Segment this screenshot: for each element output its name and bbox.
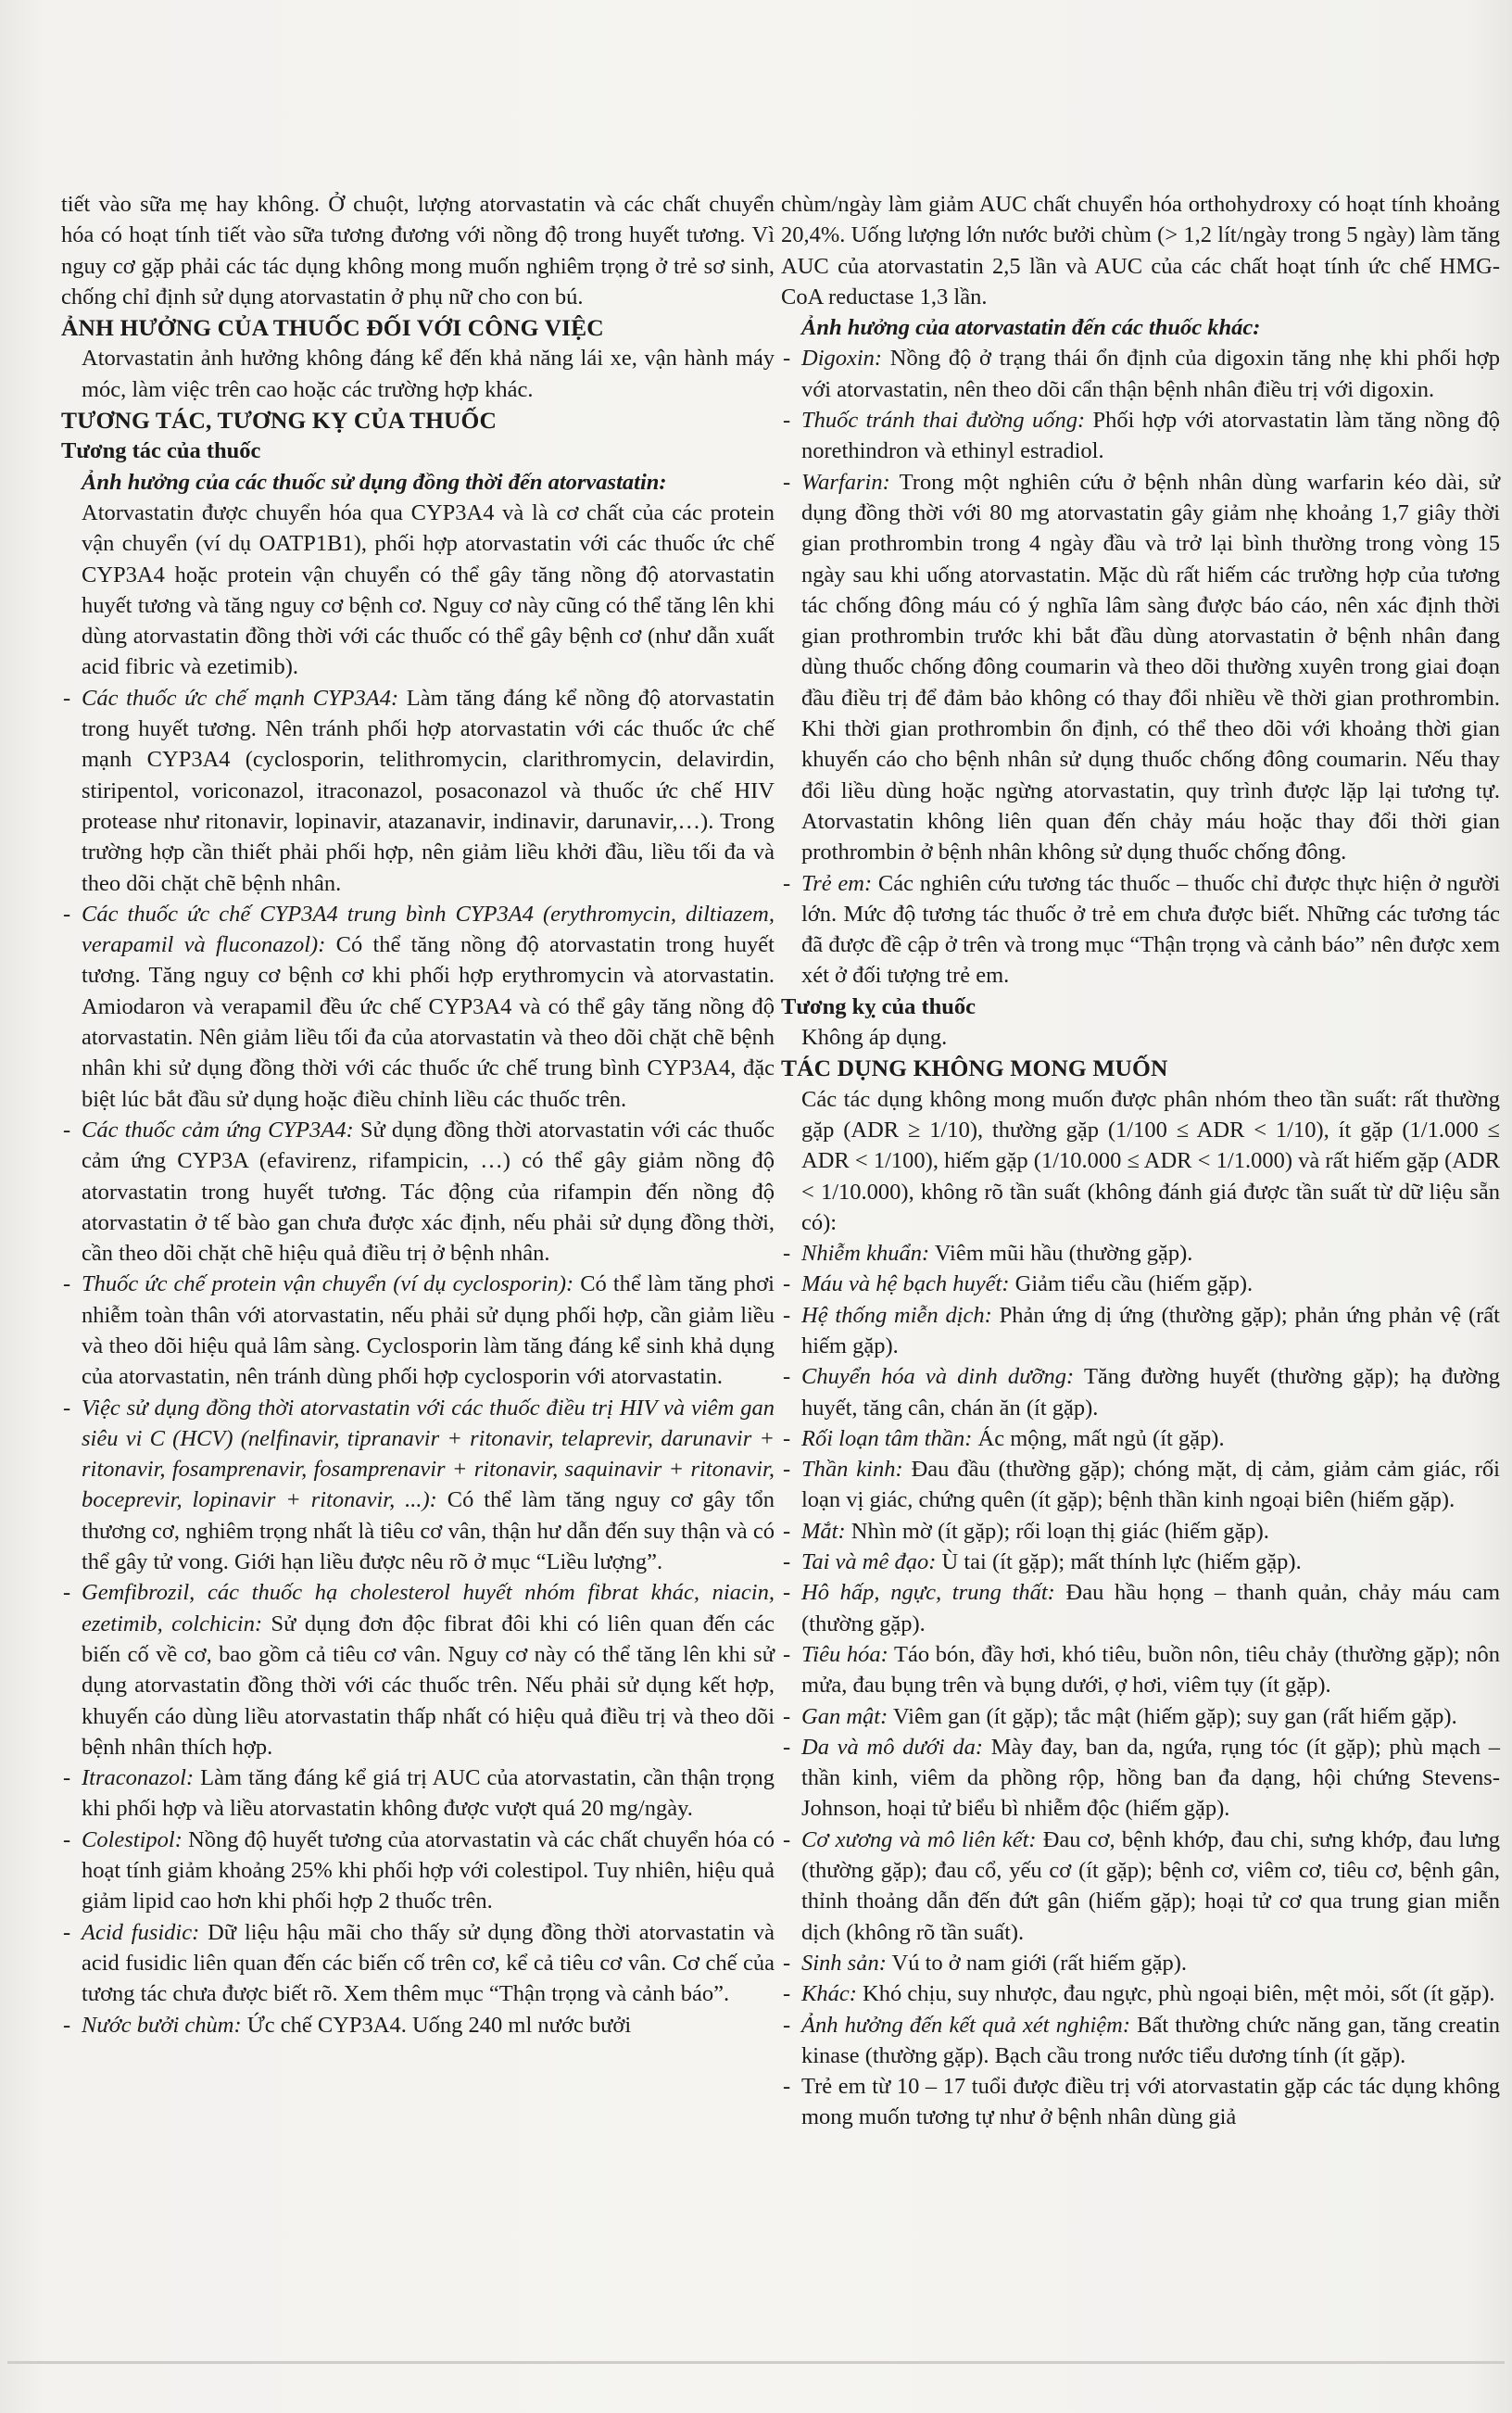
list-item (781, 868, 1500, 992)
list-item-text: Đau cơ, bệnh khớp, đau chi, sưng khớp, đau lưng (thường gặp); đau cổ, yếu cơ (ít gặp); bệnh cơ, viêm cơ, tiêu cơ, bệnh gân, thỉnh thoảng dẫn đến đứt gân (hiếm gặp); hoại tử cơ qua trung gian miễn dịch (không rõ tần suất). (801, 1826, 1500, 1945)
italic-subheading: Ảnh hưởng của atorvastatin đến các thuốc khác: (801, 315, 1261, 341)
list-item-text: Viêm mũi hầu (thường gặp). (929, 1241, 1193, 1267)
list-item-term: Máu và hệ bạch huyết: (801, 1271, 1010, 1297)
list-item (61, 2010, 775, 2040)
list-item-text: Trong một nghiên cứu ở bệnh nhân dùng warfarin kéo dài, sử dụng đồng thời với 80 mg atorvastatin gây giảm nhẹ khoảng 1,7 giây thời gian prothrombin trong 4 ngày đầu và trở lại bình thường trong vòng 15 ngày sau khi uống atorvastatin. Mặc dù rất hiếm các trường hợp của tương tác chống đông máu có ý nghĩa lâm sàng được báo cáo, nên xác định thời gian prothrombin trước khi bắt đầu dùng atorvastatin ở bệnh nhân đang dùng thuốc chống đông coumarin và theo dõi thường xuyên trong giai đoạn đầu điều trị để đảm bảo không có thay đổi nhiều về thời gian prothrombin. Khi thời gian prothrombin ổn định, có thể theo dõi với khoảng thời gian khuyến cáo cho bệnh nhân sử dụng thuốc chống đông coumarin. Nếu thay đổi liều dùng hoặc ngừng atorvastatin, quy trình được lặp lại tương tự. Atorvastatin không liên quan đến chảy máu hoặc thay đổi thời gian prothrombin ở bệnh nhân không sử dụng thuốc chống đông. (801, 469, 1500, 865)
section-heading: ẢNH HƯỞNG CỦA THUỐC ĐỐI VỚI CÔNG VIỆC (61, 314, 604, 342)
list-item-text: Nồng độ huyết tương của atorvastatin và các chất chuyển hóa có hoạt tính giảm khoảng 25% khi phối hợp với colestipol. Tuy nhiên, hiệu quả giảm lipid cao hơn khi phối hợp 2 thuốc trên. (82, 1826, 775, 1914)
list-item-text: Làm tăng đáng kể nồng độ atorvastatin trong huyết tương. Nên tránh phối hợp atorvastatin với các thuốc ức chế mạnh CYP3A4 (cyclosporin, telithromycin, clarithromycin, delavirdin, stiripentol, voriconazol, itraconazol, posaconazol và thuốc ức chế HIV protease như ritonavir, lopinavir, atazanavir, indinavir, darunavir,…). Trong trường hợp cần thiết phải phối hợp, nên giảm liều khởi đầu, liều tối đa và theo dõi chặt chẽ bệnh nhân. (82, 685, 775, 896)
list-item-term: Da và mô dưới da: (801, 1734, 984, 1760)
list-item-text: Bất thường chức năng gan, tăng creatin kinase (thường gặp). Bạch cầu trong nước tiểu dương tính (ít gặp). (801, 2012, 1501, 2068)
list-item-term: Khác: (801, 1981, 857, 2007)
paragraph: tiết vào sữa mẹ hay không. Ở chuột, lượng atorvastatin và các chất chuyển hóa có hoạt tính tiết vào sữa tương đương với nồng độ trong huyết tương. Vì nguy cơ gặp phải các tác dụng không mong muốn nghiêm trọng ở trẻ sơ sinh, chống chỉ định sử dụng atorvastatin ở phụ nữ cho con bú. (61, 192, 775, 310)
list-item-text: Mày đay, ban da, ngứa, rụng tóc (ít gặp); phù mạch – thần kinh, viêm da phồng rộp, hồng ban đa dạng, hội chứng Stevens-Johnson, hoại tử biểu bì nhiễm độc (hiếm gặp). (801, 1734, 1500, 1822)
list-item-term: Các thuốc ức chế mạnh CYP3A4: (82, 685, 399, 711)
list-item-term: Hệ thống miễn dịch: (801, 1302, 992, 1328)
list-item (781, 1238, 1500, 1269)
list-item (781, 1300, 1500, 1362)
list-item-term: Ảnh hưởng đến kết quả xét nghiệm: (801, 2012, 1130, 2038)
list-item (781, 1454, 1500, 1516)
list-item-term: Itraconazol: (82, 1765, 195, 1791)
list-item-text: Nhìn mờ (ít gặp); rối loạn thị giác (hiếm gặp). (845, 1518, 1269, 1544)
paragraph: Atorvastatin được chuyển hóa qua CYP3A4 và là cơ chất của các protein vận chuyển (ví dụ OATP1B1), phối hợp atorvastatin với các thuốc ức chế CYP3A4 hoặc protein vận chuyển có thể gây tăng nồng độ atorvastatin huyết tương và tăng nguy cơ bệnh cơ. Nguy cơ này cũng có thể tăng lên khi dùng atorvastatin đồng thời với các thuốc có thể gây bệnh cơ (như dẫn xuất acid fibric và ezetimib). (82, 499, 775, 680)
list-item (61, 1115, 775, 1269)
list-item-term: Hô hấp, ngực, trung thất: (801, 1580, 1055, 1606)
list-item-text: Đau đầu (thường gặp); chóng mặt, dị cảm, giảm cảm giác, rối loạn vị giác, chứng quên (ít gặp); bệnh thần kinh ngoại biên (hiếm gặp). (801, 1457, 1500, 1513)
list-item-term: Thần kinh: (801, 1457, 903, 1483)
list-item (781, 1639, 1500, 1701)
list-item (781, 1732, 1500, 1825)
list-item-text: Khó chịu, suy nhược, đau ngực, phù ngoại biên, mệt mỏi, sốt (ít gặp). (856, 1981, 1495, 2007)
paragraph: Atorvastatin ảnh hưởng không đáng kể đến khả năng lái xe, vận hành máy móc, làm việc trên cao hoặc các trường hợp khác. (82, 346, 775, 402)
right-column (781, 189, 1500, 2133)
list-item-term: Việc sử dụng đồng thời atorvastatin với các thuốc điều trị HIV và viêm gan siêu vi C (HCV) (nelfinavir, tipranavir + ritonavir, telaprevir, darunavir + ritonavir, fosamprenavir, fosamprenavir + ritonavir, saquinavir + ritonavir, boceprevir, lopinavir + ritonavir, ...): (82, 1395, 775, 1513)
list-item (61, 1393, 775, 1578)
section-heading: TƯƠNG TÁC, TƯƠNG KỴ CỦA THUỐC (61, 407, 497, 435)
list-item-term: Các thuốc cảm ứng CYP3A4: (82, 1117, 354, 1143)
list-item-term: Digoxin: (801, 346, 883, 372)
list-item-term: Gan mật: (801, 1703, 888, 1729)
section-heading: TÁC DỤNG KHÔNG MONG MUỐN (781, 1055, 1168, 1082)
list-item-text: Nồng độ ở trạng thái ổn định của digoxin tăng nhẹ khi phối hợp với atorvastatin, nên theo dõi cẩn thận bệnh nhân điều trị với digoxin. (801, 346, 1500, 402)
list-item (781, 1978, 1500, 2009)
list-item (781, 405, 1500, 467)
list-item-text: Vú to ở nam giới (rất hiếm gặp). (886, 1950, 1188, 1976)
left-column (61, 189, 775, 2040)
list-item-text: Táo bón, đầy hơi, khó tiêu, buồn nôn, tiêu chảy (thường gặp); nôn mửa, đau bụng trên và bụng dưới, ợ hơi, viêm tụy (ít gặp). (801, 1641, 1500, 1699)
list-item-term: Nhiễm khuẩn: (801, 1241, 930, 1267)
list-item-text: Ù tai (ít gặp); mất thính lực (hiếm gặp). (936, 1549, 1302, 1575)
list-item-text: Có thể tăng nồng độ atorvastatin trong huyết tương. Tăng nguy cơ bệnh cơ khi phối hợp erythromycin và atorvastatin. Amiodaron và verapamil đều ức chế CYP3A4 và có thể gây tăng nồng độ atorvastatin. Nên giảm liều tối đa của atorvastatin và theo dõi chặt chẽ bệnh nhân khi sử dụng đồng thời với các thuốc ức chế trung bình CYP3A4, đặc biệt lúc bắt đầu sử dụng hoặc điều chỉnh liều các thuốc trên. (82, 932, 775, 1112)
list-item (61, 683, 775, 899)
paragraph: Không áp dụng. (801, 1025, 948, 1051)
paragraph: chùm/ngày làm giảm AUC chất chuyển hóa orthohydroxy có hoạt tính khoảng 20,4%. Uống lượng lớn nước bưởi chùm (> 1,2 lít/ngày trong 5 ngày) làm tăng AUC của atorvastatin 2,5 lần và AUC của các chất hoạt tính ức chế HMG-CoA reductase 1,3 lần. (781, 192, 1500, 310)
list-item (781, 467, 1500, 868)
subsection-heading: Tương tác của thuốc (61, 438, 261, 464)
list-item (61, 1269, 775, 1392)
paragraph: Các tác dụng không mong muốn được phân nhóm theo tần suất: rất thường gặp (ADR ≥ 1/10), thường gặp (1/100 ≤ ADR < 1/10), ít gặp (1/1.000 ≤ ADR < 1/100), hiếm gặp (1/10.000 ≤ ADR < 1/1.000) và rất hiếm gặp (ADR < 1/10.000), không rõ tần suất (không đánh giá được tần suất từ dữ liệu sẵn có): (801, 1086, 1500, 1235)
list-item-term: Các thuốc ức chế CYP3A4 trung bình CYP3A4 (erythromycin, diltiazem, verapamil và fluconazol): (82, 901, 775, 958)
list-item-text: Sử dụng đơn độc fibrat đôi khi có liên quan đến các biến cố về cơ, bao gồm cả tiêu cơ vân. Nguy cơ này có thể tăng lên khi sử dụng atorvastatin đồng thời với các thuốc trên. Nếu phải sử dụng kết hợp, khuyến cáo dùng liều atorvastatin thấp nhất có hiệu quả điều trị và theo dõi bệnh nhân thích hợp. (82, 1611, 775, 1760)
list-item (781, 343, 1500, 405)
list-item-term: Acid fusidic: (82, 1919, 200, 1945)
list-item-term: Thuốc tránh thai đường uống: (801, 408, 1086, 434)
list-item-text: Phản ứng dị ứng (thường gặp); phản ứng phản vệ (rất hiếm gặp). (801, 1302, 1500, 1358)
list-item (61, 1762, 775, 1825)
page-fold-line (7, 2361, 1505, 2364)
list-item (781, 1577, 1500, 1639)
list-item-text: Dữ liệu hậu mãi cho thấy sử dụng đồng thời atorvastatin và acid fusidic liên quan đến các biến cố trên cơ, kể cả tiêu cơ vân. Cơ chế của tương tác chưa được biết rõ. Xem thêm mục “Thận trọng và cảnh báo”. (82, 1919, 775, 2007)
list-item (781, 1547, 1500, 1577)
list-item-text: Các nghiên cứu tương tác thuốc – thuốc chỉ được thực hiện ở người lớn. Mức độ tương tác thuốc ở trẻ em chưa được biết. Những các tương tác đã được đề cập ở trên và trong mục “Thận trọng và cảnh báo” nên được xem xét ở đối tượng trẻ em. (801, 870, 1500, 989)
list-item (781, 1948, 1500, 1978)
subsection-heading: Tương kỵ của thuốc (781, 993, 976, 1019)
list-item-text: Có thể làm tăng nguy cơ gây tổn thương cơ, nghiêm trọng nhất là tiêu cơ vân, thận hư dẫn đến suy thận và có thể gây tử vong. Giới hạn liều được nêu rõ ở mục “Liều lượng”. (82, 1487, 775, 1575)
list-item (781, 1423, 1500, 1454)
list-item-term: Chuyển hóa và dinh dưỡng: (801, 1364, 1075, 1390)
list-item-text: Giảm tiểu cầu (hiếm gặp). (1009, 1271, 1254, 1297)
list-item (61, 1577, 775, 1762)
list-item-term: Warfarin: (801, 469, 890, 495)
list-item (781, 1701, 1500, 1732)
list-item (61, 899, 775, 1115)
list-item (781, 2010, 1500, 2072)
list-item-text: Ác mộng, mất ngủ (ít gặp). (972, 1425, 1225, 1451)
list-item-term: Nước bưởi chùm: (82, 2012, 242, 2038)
list-item-term: Tiêu hóa: (801, 1641, 888, 1667)
list-item-term: Gemfibrozil, các thuốc hạ cholesterol huyết nhóm fibrat khác, niacin, ezetimib, colchicin: (82, 1580, 775, 1636)
list-item (781, 1361, 1500, 1423)
list-item-term: Sinh sản: (801, 1950, 887, 1976)
list-item (781, 1269, 1500, 1299)
list-item-text: Làm tăng đáng kể giá trị AUC của atorvastatin, cần thận trọng khi phối hợp và liều atorvastatin không được vượt quá 20 mg/ngày. (82, 1765, 775, 1822)
list-item (781, 2071, 1500, 2133)
list-item-text: Có thể làm tăng phơi nhiễm toàn thân với atorvastatin, nếu phải sử dụng phối hợp, cần giảm liều và theo dõi hiệu quả lâm sàng. Cyclosporin làm tăng đáng kể sinh khả dụng của atorvastatin, nên tránh dùng phối hợp cyclosporin với atorvastatin. (82, 1271, 775, 1390)
list-item (781, 1516, 1500, 1547)
list-item-text: Trẻ em từ 10 – 17 tuổi được điều trị với atorvastatin gặp các tác dụng không mong muốn tương tự như ở bệnh nhân dùng giả (801, 2074, 1500, 2130)
italic-subheading: Ảnh hưởng của các thuốc sử dụng đồng thời đến atorvastatin: (82, 469, 667, 495)
list-item-term: Colestipol: (82, 1826, 183, 1852)
list-item-text: Phối hợp với atorvastatin làm tăng nồng độ norethindron và ethinyl estradiol. (801, 408, 1500, 464)
list-item-term: Thuốc ức chế protein vận chuyển (ví dụ cyclosporin): (82, 1271, 574, 1297)
list-item-text: Sử dụng đồng thời atorvastatin với các thuốc cảm ứng CYP3A (efavirenz, rifampicin, …) có thể gây giảm nồng độ atorvastatin trong huyết tương. Tác động của rifampin đến nồng độ atorvastatin ở tế bào gan chưa được xác định, nếu phải sử dụng đồng thời, cần theo dõi chặt chẽ hiệu quả điều trị ở bệnh nhân. (82, 1117, 775, 1267)
list-item-text: Ức chế CYP3A4. Uống 240 ml nước bưởi (241, 2012, 632, 2038)
list-item-text: Tăng đường huyết (thường gặp); hạ đường huyết, tăng cân, chán ăn (ít gặp). (801, 1364, 1501, 1421)
list-item (61, 1825, 775, 1917)
list-item-text: Viêm gan (ít gặp); tắc mật (hiếm gặp); suy gan (rất hiếm gặp). (888, 1703, 1457, 1729)
list-item-term: Cơ xương và mô liên kết: (801, 1826, 1037, 1852)
list-item-term: Trẻ em: (801, 870, 873, 896)
list-item-term: Mắt: (801, 1518, 846, 1544)
list-item-text: Đau hầu họng – thanh quản, chảy máu cam (thường gặp). (801, 1580, 1500, 1636)
list-item-term: Tai và mê đạo: (801, 1549, 937, 1575)
list-item (781, 1825, 1500, 1948)
list-item-term: Rối loạn tâm thần: (801, 1425, 973, 1451)
list-item (61, 1917, 775, 2010)
